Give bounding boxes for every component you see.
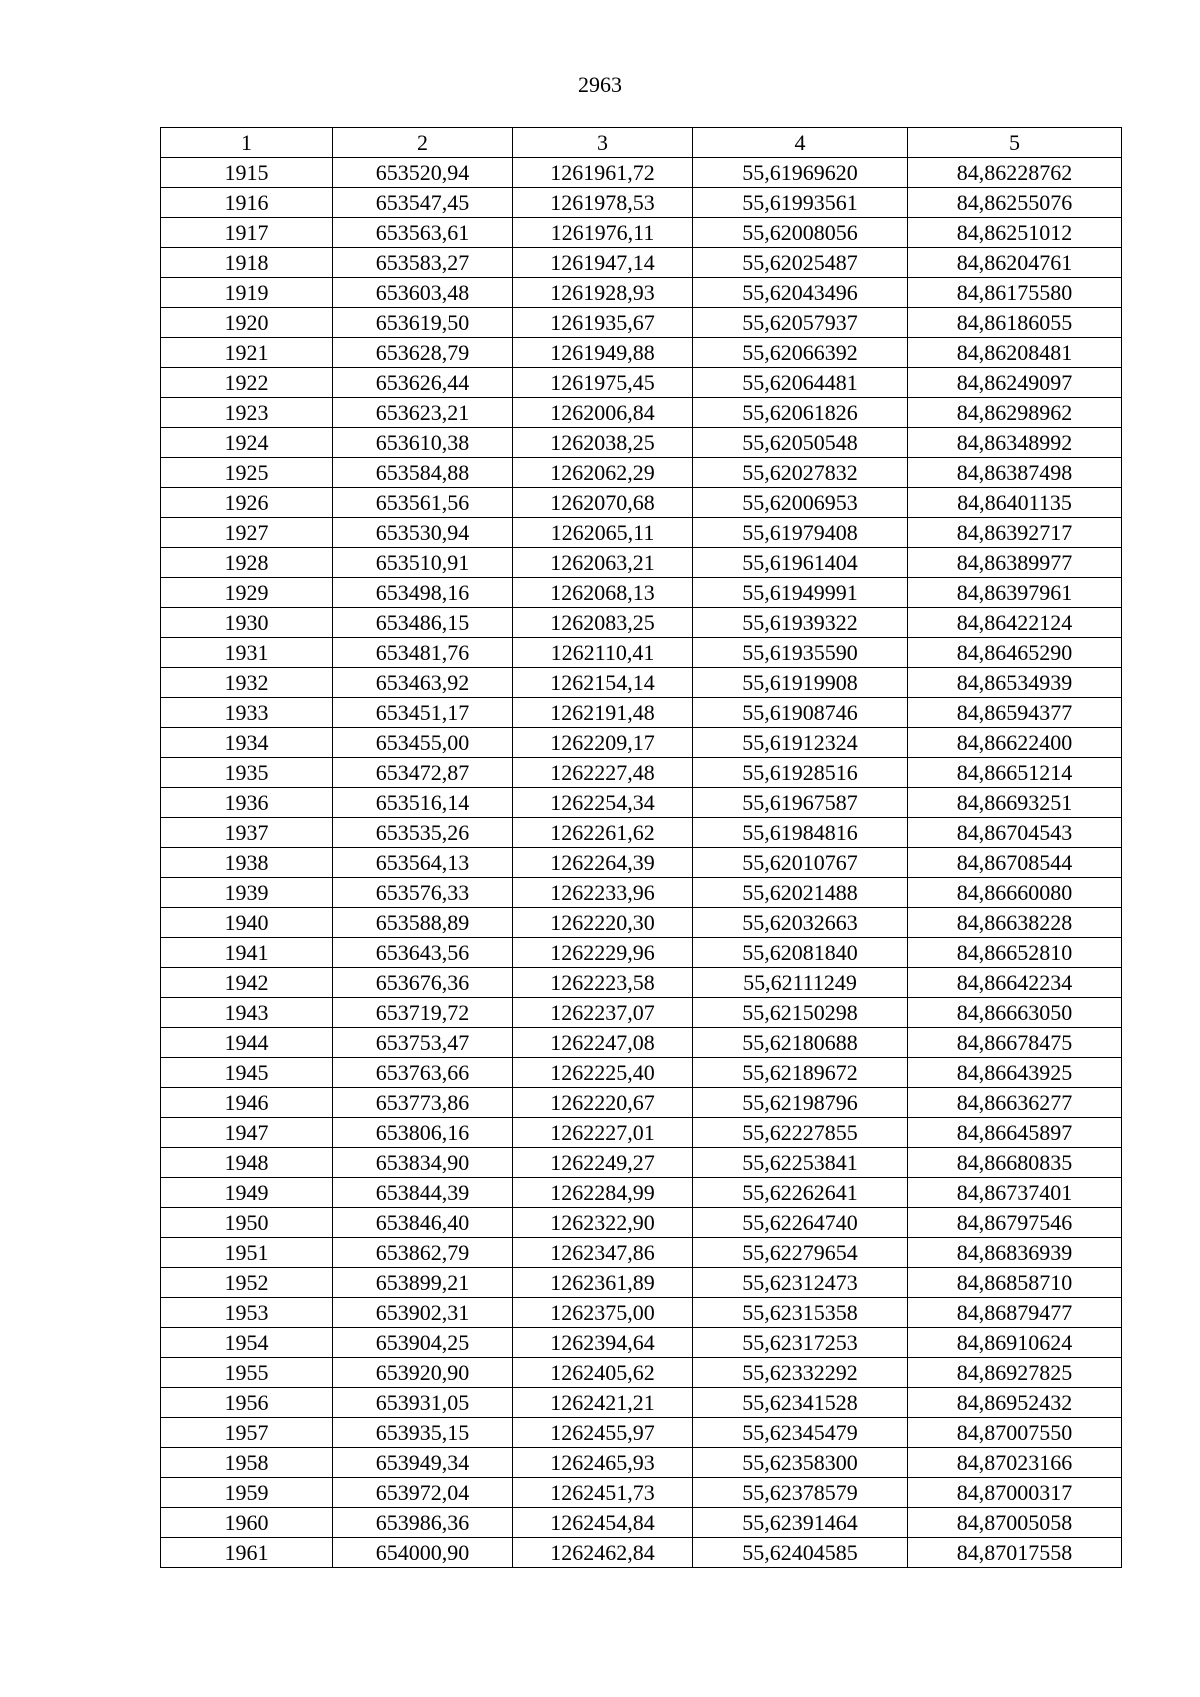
- y-coordinate-cell: 1262154,14: [513, 668, 693, 698]
- x-coordinate-cell: 653564,13: [333, 848, 513, 878]
- longitude-cell: 84,86836939: [908, 1238, 1122, 1268]
- latitude-cell: 55,62180688: [693, 1028, 908, 1058]
- latitude-cell: 55,62008056: [693, 218, 908, 248]
- y-coordinate-cell: 1262322,90: [513, 1208, 693, 1238]
- x-coordinate-cell: 653584,88: [333, 458, 513, 488]
- point-number-cell: 1949: [161, 1178, 333, 1208]
- x-coordinate-cell: 653986,36: [333, 1508, 513, 1538]
- y-coordinate-cell: 1262065,11: [513, 518, 693, 548]
- latitude-cell: 55,62279654: [693, 1238, 908, 1268]
- y-coordinate-cell: 1262083,25: [513, 608, 693, 638]
- table-row: [161, 938, 1122, 968]
- table-row: [161, 1118, 1122, 1148]
- longitude-cell: 84,87017558: [908, 1538, 1122, 1568]
- table-row: [161, 308, 1122, 338]
- latitude-cell: 55,62010767: [693, 848, 908, 878]
- longitude-cell: 84,86622400: [908, 728, 1122, 758]
- point-number-cell: 1948: [161, 1148, 333, 1178]
- latitude-cell: 55,62061826: [693, 398, 908, 428]
- x-coordinate-cell: 653623,21: [333, 398, 513, 428]
- point-number-cell: 1917: [161, 218, 333, 248]
- table-row: [161, 878, 1122, 908]
- point-number-cell: 1918: [161, 248, 333, 278]
- latitude-cell: 55,61908746: [693, 698, 908, 728]
- latitude-cell: 55,61912324: [693, 728, 908, 758]
- longitude-cell: 84,86693251: [908, 788, 1122, 818]
- latitude-cell: 55,62050548: [693, 428, 908, 458]
- y-coordinate-cell: 1262462,84: [513, 1538, 693, 1568]
- x-coordinate-cell: 653920,90: [333, 1358, 513, 1388]
- point-number-cell: 1925: [161, 458, 333, 488]
- table-row: [161, 668, 1122, 698]
- latitude-cell: 55,62025487: [693, 248, 908, 278]
- x-coordinate-cell: 653510,91: [333, 548, 513, 578]
- longitude-cell: 84,86652810: [908, 938, 1122, 968]
- table-row: [161, 428, 1122, 458]
- x-coordinate-cell: 653498,16: [333, 578, 513, 608]
- latitude-cell: 55,62317253: [693, 1328, 908, 1358]
- table-row: [161, 1028, 1122, 1058]
- latitude-cell: 55,62150298: [693, 998, 908, 1028]
- latitude-cell: 55,62066392: [693, 338, 908, 368]
- table-body: [161, 158, 1122, 1568]
- point-number-cell: 1928: [161, 548, 333, 578]
- table-row: [161, 1418, 1122, 1448]
- longitude-cell: 84,86594377: [908, 698, 1122, 728]
- latitude-cell: 55,61928516: [693, 758, 908, 788]
- table-row: [161, 158, 1122, 188]
- point-number-cell: 1915: [161, 158, 333, 188]
- latitude-cell: 55,62189672: [693, 1058, 908, 1088]
- table-row: [161, 608, 1122, 638]
- x-coordinate-cell: 653643,56: [333, 938, 513, 968]
- x-coordinate-cell: 653603,48: [333, 278, 513, 308]
- point-number-cell: 1959: [161, 1478, 333, 1508]
- point-number-cell: 1934: [161, 728, 333, 758]
- longitude-cell: 84,86348992: [908, 428, 1122, 458]
- x-coordinate-cell: 653610,38: [333, 428, 513, 458]
- longitude-cell: 84,86879477: [908, 1298, 1122, 1328]
- longitude-cell: 84,86389977: [908, 548, 1122, 578]
- longitude-cell: 84,86298962: [908, 398, 1122, 428]
- table-row: [161, 758, 1122, 788]
- point-number-cell: 1943: [161, 998, 333, 1028]
- point-number-cell: 1954: [161, 1328, 333, 1358]
- point-number-cell: 1957: [161, 1418, 333, 1448]
- page-number: 2963: [578, 72, 622, 97]
- longitude-cell: 84,87005058: [908, 1508, 1122, 1538]
- point-number-cell: 1929: [161, 578, 333, 608]
- y-coordinate-cell: 1261978,53: [513, 188, 693, 218]
- longitude-cell: 84,86204761: [908, 248, 1122, 278]
- y-coordinate-cell: 1262229,96: [513, 938, 693, 968]
- longitude-cell: 84,86952432: [908, 1388, 1122, 1418]
- longitude-cell: 84,86208481: [908, 338, 1122, 368]
- point-number-cell: 1924: [161, 428, 333, 458]
- longitude-cell: 84,86249097: [908, 368, 1122, 398]
- y-coordinate-cell: 1262233,96: [513, 878, 693, 908]
- table-row: [161, 578, 1122, 608]
- table-row: [161, 908, 1122, 938]
- y-coordinate-cell: 1262220,67: [513, 1088, 693, 1118]
- longitude-cell: 84,86704543: [908, 818, 1122, 848]
- x-coordinate-cell: 653904,25: [333, 1328, 513, 1358]
- longitude-cell: 84,86680835: [908, 1148, 1122, 1178]
- point-number-cell: 1940: [161, 908, 333, 938]
- x-coordinate-cell: 653619,50: [333, 308, 513, 338]
- longitude-cell: 84,86660080: [908, 878, 1122, 908]
- longitude-cell: 84,86737401: [908, 1178, 1122, 1208]
- x-coordinate-cell: 653846,40: [333, 1208, 513, 1238]
- column-header-4: 4: [693, 128, 908, 158]
- point-number-cell: 1926: [161, 488, 333, 518]
- longitude-cell: 84,86387498: [908, 458, 1122, 488]
- column-header-1: 1: [161, 128, 333, 158]
- point-number-cell: 1922: [161, 368, 333, 398]
- longitude-cell: 84,87000317: [908, 1478, 1122, 1508]
- point-number-cell: 1941: [161, 938, 333, 968]
- latitude-cell: 55,62064481: [693, 368, 908, 398]
- point-number-cell: 1950: [161, 1208, 333, 1238]
- y-coordinate-cell: 1262455,97: [513, 1418, 693, 1448]
- table-row: [161, 1238, 1122, 1268]
- point-number-cell: 1956: [161, 1388, 333, 1418]
- table-row: [161, 1148, 1122, 1178]
- x-coordinate-cell: 653516,14: [333, 788, 513, 818]
- table-row: [161, 818, 1122, 848]
- latitude-cell: 55,61919908: [693, 668, 908, 698]
- y-coordinate-cell: 1262225,40: [513, 1058, 693, 1088]
- y-coordinate-cell: 1262191,48: [513, 698, 693, 728]
- longitude-cell: 84,86642234: [908, 968, 1122, 998]
- table-row: [161, 1538, 1122, 1568]
- longitude-cell: 84,86638228: [908, 908, 1122, 938]
- longitude-cell: 84,86651214: [908, 758, 1122, 788]
- y-coordinate-cell: 1261947,14: [513, 248, 693, 278]
- point-number-cell: 1960: [161, 1508, 333, 1538]
- x-coordinate-cell: 653576,33: [333, 878, 513, 908]
- latitude-cell: 55,62227855: [693, 1118, 908, 1148]
- y-coordinate-cell: 1261975,45: [513, 368, 693, 398]
- longitude-cell: 84,86708544: [908, 848, 1122, 878]
- x-coordinate-cell: 653931,05: [333, 1388, 513, 1418]
- column-header-5: 5: [908, 128, 1122, 158]
- y-coordinate-cell: 1261961,72: [513, 158, 693, 188]
- point-number-cell: 1931: [161, 638, 333, 668]
- x-coordinate-cell: 653902,31: [333, 1298, 513, 1328]
- point-number-cell: 1937: [161, 818, 333, 848]
- point-number-cell: 1955: [161, 1358, 333, 1388]
- point-number-cell: 1919: [161, 278, 333, 308]
- longitude-cell: 84,86255076: [908, 188, 1122, 218]
- table-row: [161, 518, 1122, 548]
- table-row: [161, 1328, 1122, 1358]
- table-row: [161, 1478, 1122, 1508]
- y-coordinate-cell: 1262070,68: [513, 488, 693, 518]
- table-row: [161, 188, 1122, 218]
- y-coordinate-cell: 1261928,93: [513, 278, 693, 308]
- table-header: [161, 128, 1122, 158]
- column-header-2: 2: [333, 128, 513, 158]
- point-number-cell: 1920: [161, 308, 333, 338]
- x-coordinate-cell: 653773,86: [333, 1088, 513, 1118]
- table-row: [161, 458, 1122, 488]
- table-row: [161, 1208, 1122, 1238]
- x-coordinate-cell: 653583,27: [333, 248, 513, 278]
- longitude-cell: 84,86534939: [908, 668, 1122, 698]
- y-coordinate-cell: 1262284,99: [513, 1178, 693, 1208]
- longitude-cell: 84,86927825: [908, 1358, 1122, 1388]
- x-coordinate-cell: 653530,94: [333, 518, 513, 548]
- x-coordinate-cell: 653844,39: [333, 1178, 513, 1208]
- x-coordinate-cell: 653899,21: [333, 1268, 513, 1298]
- latitude-cell: 55,62057937: [693, 308, 908, 338]
- y-coordinate-cell: 1262209,17: [513, 728, 693, 758]
- longitude-cell: 84,86175580: [908, 278, 1122, 308]
- latitude-cell: 55,62312473: [693, 1268, 908, 1298]
- x-coordinate-cell: 653719,72: [333, 998, 513, 1028]
- table-row: [161, 548, 1122, 578]
- y-coordinate-cell: 1262249,27: [513, 1148, 693, 1178]
- table-row: [161, 968, 1122, 998]
- latitude-cell: 55,62032663: [693, 908, 908, 938]
- y-coordinate-cell: 1262237,07: [513, 998, 693, 1028]
- table-row: [161, 248, 1122, 278]
- y-coordinate-cell: 1262247,08: [513, 1028, 693, 1058]
- point-number-cell: 1951: [161, 1238, 333, 1268]
- x-coordinate-cell: 653753,47: [333, 1028, 513, 1058]
- latitude-cell: 55,62027832: [693, 458, 908, 488]
- y-coordinate-cell: 1262421,21: [513, 1388, 693, 1418]
- y-coordinate-cell: 1262220,30: [513, 908, 693, 938]
- x-coordinate-cell: 653561,56: [333, 488, 513, 518]
- y-coordinate-cell: 1261935,67: [513, 308, 693, 338]
- longitude-cell: 84,86397961: [908, 578, 1122, 608]
- table-row: [161, 278, 1122, 308]
- table-row: [161, 1058, 1122, 1088]
- table-row: [161, 218, 1122, 248]
- y-coordinate-cell: 1262451,73: [513, 1478, 693, 1508]
- latitude-cell: 55,61939322: [693, 608, 908, 638]
- x-coordinate-cell: 653628,79: [333, 338, 513, 368]
- point-number-cell: 1953: [161, 1298, 333, 1328]
- x-coordinate-cell: 653676,36: [333, 968, 513, 998]
- longitude-cell: 84,87023166: [908, 1448, 1122, 1478]
- longitude-cell: 84,86858710: [908, 1268, 1122, 1298]
- latitude-cell: 55,62253841: [693, 1148, 908, 1178]
- y-coordinate-cell: 1262006,84: [513, 398, 693, 428]
- latitude-cell: 55,62021488: [693, 878, 908, 908]
- table-row: [161, 998, 1122, 1028]
- x-coordinate-cell: 653463,92: [333, 668, 513, 698]
- x-coordinate-cell: 653520,94: [333, 158, 513, 188]
- point-number-cell: 1923: [161, 398, 333, 428]
- point-number-cell: 1942: [161, 968, 333, 998]
- x-coordinate-cell: 653763,66: [333, 1058, 513, 1088]
- column-header-3: 3: [513, 128, 693, 158]
- point-number-cell: 1933: [161, 698, 333, 728]
- x-coordinate-cell: 654000,90: [333, 1538, 513, 1568]
- latitude-cell: 55,61935590: [693, 638, 908, 668]
- longitude-cell: 84,86678475: [908, 1028, 1122, 1058]
- x-coordinate-cell: 653972,04: [333, 1478, 513, 1508]
- latitude-cell: 55,61993561: [693, 188, 908, 218]
- header-row: [161, 128, 1122, 158]
- table-row: [161, 1088, 1122, 1118]
- longitude-cell: 84,87007550: [908, 1418, 1122, 1448]
- x-coordinate-cell: 653588,89: [333, 908, 513, 938]
- y-coordinate-cell: 1262454,84: [513, 1508, 693, 1538]
- latitude-cell: 55,62332292: [693, 1358, 908, 1388]
- y-coordinate-cell: 1262254,34: [513, 788, 693, 818]
- latitude-cell: 55,62043496: [693, 278, 908, 308]
- point-number-cell: 1936: [161, 788, 333, 818]
- point-number-cell: 1921: [161, 338, 333, 368]
- point-number-cell: 1947: [161, 1118, 333, 1148]
- longitude-cell: 84,86636277: [908, 1088, 1122, 1118]
- point-number-cell: 1952: [161, 1268, 333, 1298]
- latitude-cell: 55,62262641: [693, 1178, 908, 1208]
- table-row: [161, 848, 1122, 878]
- point-number-cell: 1939: [161, 878, 333, 908]
- latitude-cell: 55,62391464: [693, 1508, 908, 1538]
- latitude-cell: 55,61969620: [693, 158, 908, 188]
- coordinates-table: [160, 127, 1122, 1568]
- point-number-cell: 1935: [161, 758, 333, 788]
- x-coordinate-cell: 653481,76: [333, 638, 513, 668]
- table-row: [161, 1298, 1122, 1328]
- y-coordinate-cell: 1262361,89: [513, 1268, 693, 1298]
- x-coordinate-cell: 653535,26: [333, 818, 513, 848]
- y-coordinate-cell: 1262375,00: [513, 1298, 693, 1328]
- point-number-cell: 1927: [161, 518, 333, 548]
- table-row: [161, 638, 1122, 668]
- table-row: [161, 1268, 1122, 1298]
- y-coordinate-cell: 1262405,62: [513, 1358, 693, 1388]
- x-coordinate-cell: 653935,15: [333, 1418, 513, 1448]
- y-coordinate-cell: 1262110,41: [513, 638, 693, 668]
- table-row: [161, 1448, 1122, 1478]
- point-number-cell: 1938: [161, 848, 333, 878]
- point-number-cell: 1958: [161, 1448, 333, 1478]
- x-coordinate-cell: 653834,90: [333, 1148, 513, 1178]
- longitude-cell: 84,86422124: [908, 608, 1122, 638]
- latitude-cell: 55,61967587: [693, 788, 908, 818]
- table-row: [161, 368, 1122, 398]
- point-number-cell: 1916: [161, 188, 333, 218]
- y-coordinate-cell: 1262062,29: [513, 458, 693, 488]
- y-coordinate-cell: 1262394,64: [513, 1328, 693, 1358]
- longitude-cell: 84,86251012: [908, 218, 1122, 248]
- x-coordinate-cell: 653949,34: [333, 1448, 513, 1478]
- x-coordinate-cell: 653862,79: [333, 1238, 513, 1268]
- table-row: [161, 1358, 1122, 1388]
- latitude-cell: 55,62315358: [693, 1298, 908, 1328]
- point-number-cell: 1945: [161, 1058, 333, 1088]
- y-coordinate-cell: 1262038,25: [513, 428, 693, 458]
- longitude-cell: 84,86663050: [908, 998, 1122, 1028]
- point-number-cell: 1946: [161, 1088, 333, 1118]
- table-row: [161, 1508, 1122, 1538]
- y-coordinate-cell: 1262465,93: [513, 1448, 693, 1478]
- x-coordinate-cell: 653547,45: [333, 188, 513, 218]
- latitude-cell: 55,62198796: [693, 1088, 908, 1118]
- longitude-cell: 84,86645897: [908, 1118, 1122, 1148]
- y-coordinate-cell: 1262264,39: [513, 848, 693, 878]
- latitude-cell: 55,62341528: [693, 1388, 908, 1418]
- x-coordinate-cell: 653806,16: [333, 1118, 513, 1148]
- table-row: [161, 1388, 1122, 1418]
- table-row: [161, 698, 1122, 728]
- y-coordinate-cell: 1261949,88: [513, 338, 693, 368]
- latitude-cell: 55,62404585: [693, 1538, 908, 1568]
- y-coordinate-cell: 1262227,01: [513, 1118, 693, 1148]
- table-row: [161, 488, 1122, 518]
- longitude-cell: 84,86228762: [908, 158, 1122, 188]
- point-number-cell: 1932: [161, 668, 333, 698]
- latitude-cell: 55,61984816: [693, 818, 908, 848]
- table-row: [161, 728, 1122, 758]
- y-coordinate-cell: 1262227,48: [513, 758, 693, 788]
- table-row: [161, 338, 1122, 368]
- y-coordinate-cell: 1262068,13: [513, 578, 693, 608]
- x-coordinate-cell: 653455,00: [333, 728, 513, 758]
- y-coordinate-cell: 1262261,62: [513, 818, 693, 848]
- longitude-cell: 84,86643925: [908, 1058, 1122, 1088]
- latitude-cell: 55,62006953: [693, 488, 908, 518]
- point-number-cell: 1944: [161, 1028, 333, 1058]
- y-coordinate-cell: 1261976,11: [513, 218, 693, 248]
- latitude-cell: 55,61961404: [693, 548, 908, 578]
- latitude-cell: 55,61979408: [693, 518, 908, 548]
- longitude-cell: 84,86401135: [908, 488, 1122, 518]
- x-coordinate-cell: 653626,44: [333, 368, 513, 398]
- latitude-cell: 55,61949991: [693, 578, 908, 608]
- longitude-cell: 84,86392717: [908, 518, 1122, 548]
- table-row: [161, 398, 1122, 428]
- point-number-cell: 1930: [161, 608, 333, 638]
- y-coordinate-cell: 1262223,58: [513, 968, 693, 998]
- longitude-cell: 84,86797546: [908, 1208, 1122, 1238]
- x-coordinate-cell: 653563,61: [333, 218, 513, 248]
- point-number-cell: 1961: [161, 1538, 333, 1568]
- latitude-cell: 55,62111249: [693, 968, 908, 998]
- latitude-cell: 55,62358300: [693, 1448, 908, 1478]
- longitude-cell: 84,86910624: [908, 1328, 1122, 1358]
- x-coordinate-cell: 653486,15: [333, 608, 513, 638]
- latitude-cell: 55,62378579: [693, 1478, 908, 1508]
- table-row: [161, 788, 1122, 818]
- latitude-cell: 55,62345479: [693, 1418, 908, 1448]
- longitude-cell: 84,86186055: [908, 308, 1122, 338]
- x-coordinate-cell: 653451,17: [333, 698, 513, 728]
- longitude-cell: 84,86465290: [908, 638, 1122, 668]
- latitude-cell: 55,62081840: [693, 938, 908, 968]
- y-coordinate-cell: 1262347,86: [513, 1238, 693, 1268]
- y-coordinate-cell: 1262063,21: [513, 548, 693, 578]
- x-coordinate-cell: 653472,87: [333, 758, 513, 788]
- latitude-cell: 55,62264740: [693, 1208, 908, 1238]
- table-row: [161, 1178, 1122, 1208]
